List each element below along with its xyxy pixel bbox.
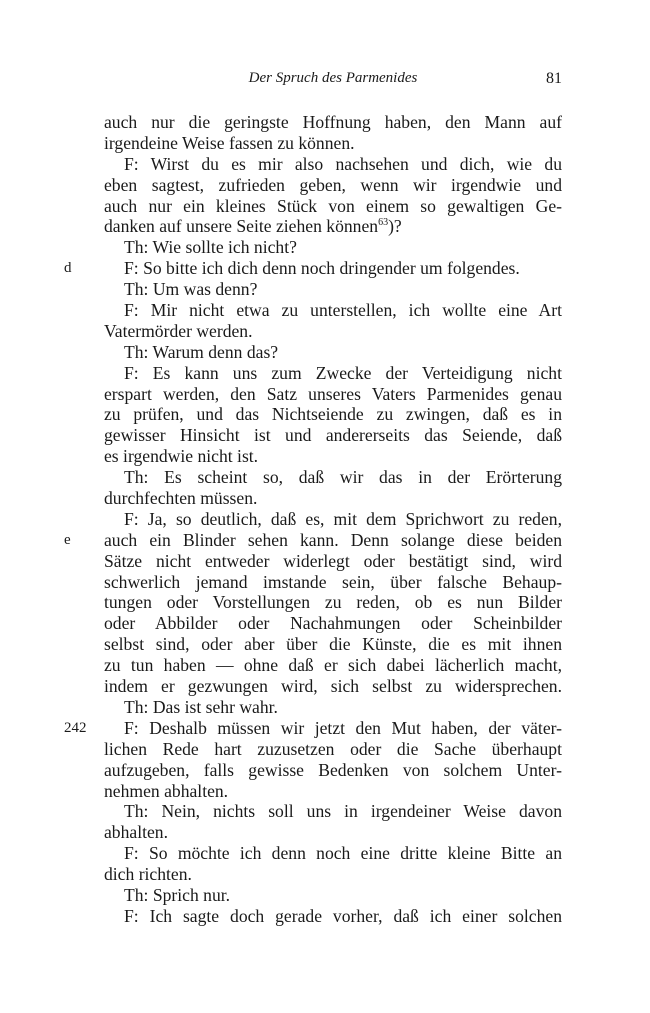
text-line [104,843,562,864]
body-text [64,112,562,927]
line-text: F: Es kann uns zum Zwecke der Verteidigung nicht [124,362,562,383]
text-line [104,676,562,697]
line-text: Th: Das ist sehr wahr. [124,696,278,717]
line-text: F: Ich sagte doch gerade vorher, daß ich einer solchen [124,905,562,926]
text-line [104,739,562,760]
text-line [104,342,562,363]
text-line [104,613,562,634]
text-line [104,864,562,885]
text-line [104,404,562,425]
line-text: Th: Wie sollte ich nicht? [124,237,297,258]
line-text: schwerlich jemand imstande sein, über falsche Behaup- [104,571,562,592]
text-line [104,592,562,613]
footnote-marker: 63 [378,217,389,229]
line-text: irgendeine Weise fassen zu können. [104,132,355,153]
text-line [104,488,562,509]
page-number: 81 [546,70,562,87]
text-line [104,467,562,488]
text-line [104,551,562,572]
margin-reference: 242 [64,719,87,736]
line-text: auch nur ein kleines Stück von einem so gewaltigen Ge- [104,195,562,216]
line-text: F: Wirst du es mir also nachsehen und dich, wie du [124,153,562,174]
line-text: F: Ja, so deutlich, daß es, mit dem Sprichwort zu reden, [124,508,562,529]
line-text: auch nur die geringste Hoffnung haben, den Mann auf [104,112,562,132]
line-text: erspart werden, den Satz unseres Vaters Parmenides genau [104,383,562,404]
text-line [104,446,562,467]
line-text: tungen oder Vorstellungen zu reden, ob es nun Bilder [104,592,562,613]
text-line [104,760,562,781]
line-text: dich richten. [104,864,192,885]
text-line [104,321,562,342]
text-line [104,509,562,530]
text-line [104,801,562,822]
text-line [104,216,562,237]
line-text: aufzugeben, falls gewisse Bedenken von solchem Unter- [104,759,562,780]
line-text: indem er gezwungen wird, sich selbst zu widersprechen. [104,676,562,697]
line-text: es irgendwie nicht ist. [104,446,259,467]
line-text: Vatermörder werden. [104,320,253,341]
line-text: Th: Um was denn? [124,279,258,300]
text-line [104,300,562,321]
text-line [104,781,562,802]
line-text: Sätze nicht entweder widerlegt oder bestätigt sind, wird [104,550,562,571]
line-text: Th: Es scheint so, daß wir das in der Erörterung [124,467,562,488]
line-text: zu prüfen, und das Nichtseiende zu zwingen, daß es in [104,404,562,425]
running-title: Der Spruch des Parmenides [248,70,418,86]
text-line [104,237,562,258]
line-text: Th: Sprich nur. [124,884,231,905]
line-text: abhalten. [104,822,168,843]
line-text-tail: )? [388,216,402,237]
text-line [104,634,562,655]
text-line [64,529,562,551]
text-line [64,258,562,279]
text-line [104,363,562,384]
margin-reference: d [64,260,72,277]
line-text: durchfechten müssen. [104,488,258,509]
line-text: danken auf unsere Seite ziehen können [104,216,379,237]
line-text: F: Mir nicht etwa zu unterstellen, ich wollte eine Art [124,300,562,321]
text-line [104,279,562,300]
line-text: gewisser Hinsicht ist und andererseits das Seiende, daß [104,425,562,446]
text-line [104,112,562,133]
text-line [104,384,562,405]
text-line [104,154,562,175]
line-text: Th: Nein, nichts soll uns in irgendeiner Weise davon [124,801,562,822]
text-line [104,822,562,843]
line-text: auch ein Blinder sehen kann. Denn solange diese beiden [104,529,562,550]
line-text: F: So möchte ich denn noch eine dritte kleine Bitte an [124,843,562,864]
text-line [104,697,562,718]
text-line [104,175,562,196]
line-text: eben sagtest, zufrieden geben, wenn wir irgendwie und [104,174,562,195]
line-text: nehmen abhalten. [104,780,229,801]
text-line [104,906,562,927]
margin-reference: e [64,531,71,548]
line-text: selbst sind, oder aber über die Künste, die es mit ihnen [104,634,562,655]
running-head [104,70,562,90]
text-line [64,717,562,739]
text-line [104,655,562,676]
line-text: F: So bitte ich dich denn noch dringender um folgendes. [124,258,520,279]
text-line [104,885,562,906]
line-text: Th: Warum denn das? [124,341,279,362]
line-text: oder Abbilder oder Nachahmungen oder Scheinbilder [104,613,562,634]
line-text: F: Deshalb müssen wir jetzt den Mut haben, der väter- [124,717,562,738]
line-text: lichen Rede hart zuzusetzen oder die Sache überhaupt [104,738,562,759]
text-line [104,572,562,593]
text-line [104,196,562,217]
text-line [104,133,562,154]
text-line [104,425,562,446]
line-text: zu tun haben — ohne daß er sich dabei lächerlich macht, [104,655,562,676]
